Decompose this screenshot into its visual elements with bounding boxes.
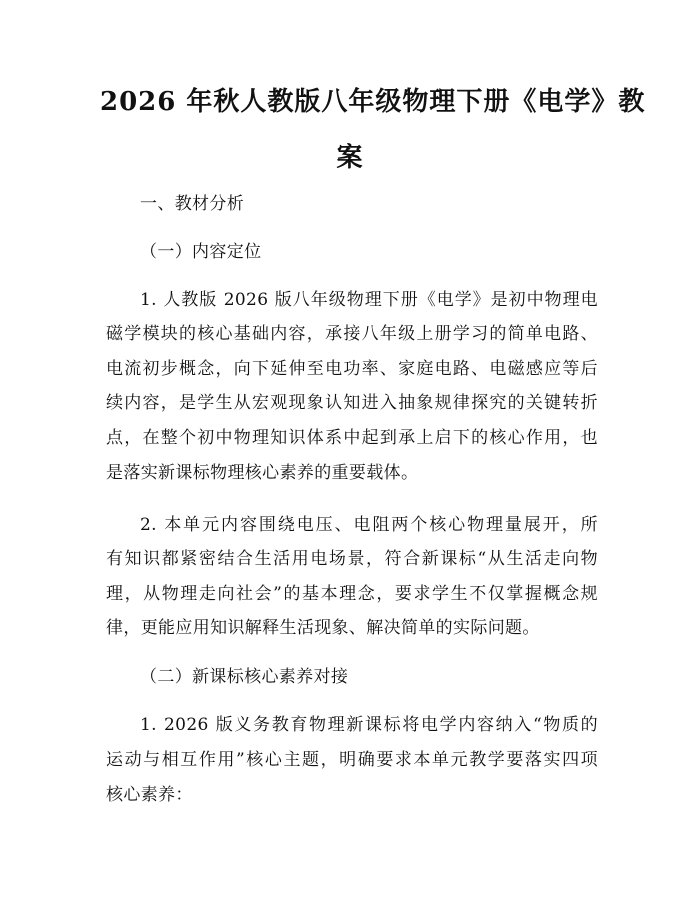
subsection-heading-content-positioning: （一）内容定位: [140, 242, 262, 262]
paragraph-3-line-2: 运动与相互作用”核心主题，明确要求本单元教学要落实四项: [106, 750, 598, 770]
paragraph-1-line-6: 是落实新课标物理核心素养的重要载体。: [106, 463, 419, 483]
paragraph-1-line-3: 电流初步概念，向下延伸至电功率、家庭电路、电磁感应等后: [106, 359, 598, 379]
paragraph-2-line-3: 理，从物理走向社会”的基本理念，要求学生不仅掌握概念规: [106, 584, 598, 604]
subsection-heading-core-literacy-alignment: （二）新课标核心素养对接: [140, 667, 349, 687]
section-heading-teaching-material-analysis: 一、教材分析: [140, 194, 245, 214]
paragraph-1-line-4: 续内容，是学生从宏观现象认知进入抽象规律探究的关键转折: [106, 393, 598, 413]
document-title-line-1: 2026 年秋人教版八年级物理下册《电学》教: [100, 87, 646, 117]
paragraph-2-line-1: 2. 本单元内容围绕电压、电阻两个核心物理量展开，所: [140, 515, 598, 535]
paragraph-1-line-5: 点，在整个初中物理知识体系中起到承上启下的核心作用，也: [106, 428, 598, 448]
paragraph-3-line-3: 核心素养：: [106, 785, 193, 805]
document-title-line-2: 案: [336, 143, 364, 173]
paragraph-1-line-1: 1. 人教版 2026 版八年级物理下册《电学》是初中物理电: [140, 290, 598, 310]
paragraph-1-line-2: 磁学模块的核心基础内容，承接八年级上册学习的简单电路、: [106, 324, 598, 344]
paragraph-3-line-1: 1. 2026 版义务教育物理新课标将电学内容纳入“物质的: [140, 715, 598, 735]
paragraph-2-line-2: 有知识都紧密结合生活用电场景，符合新课标“从生活走向物: [106, 549, 598, 569]
paragraph-2-line-4: 律，更能应用知识解释生活现象、解决简单的实际问题。: [106, 618, 540, 638]
